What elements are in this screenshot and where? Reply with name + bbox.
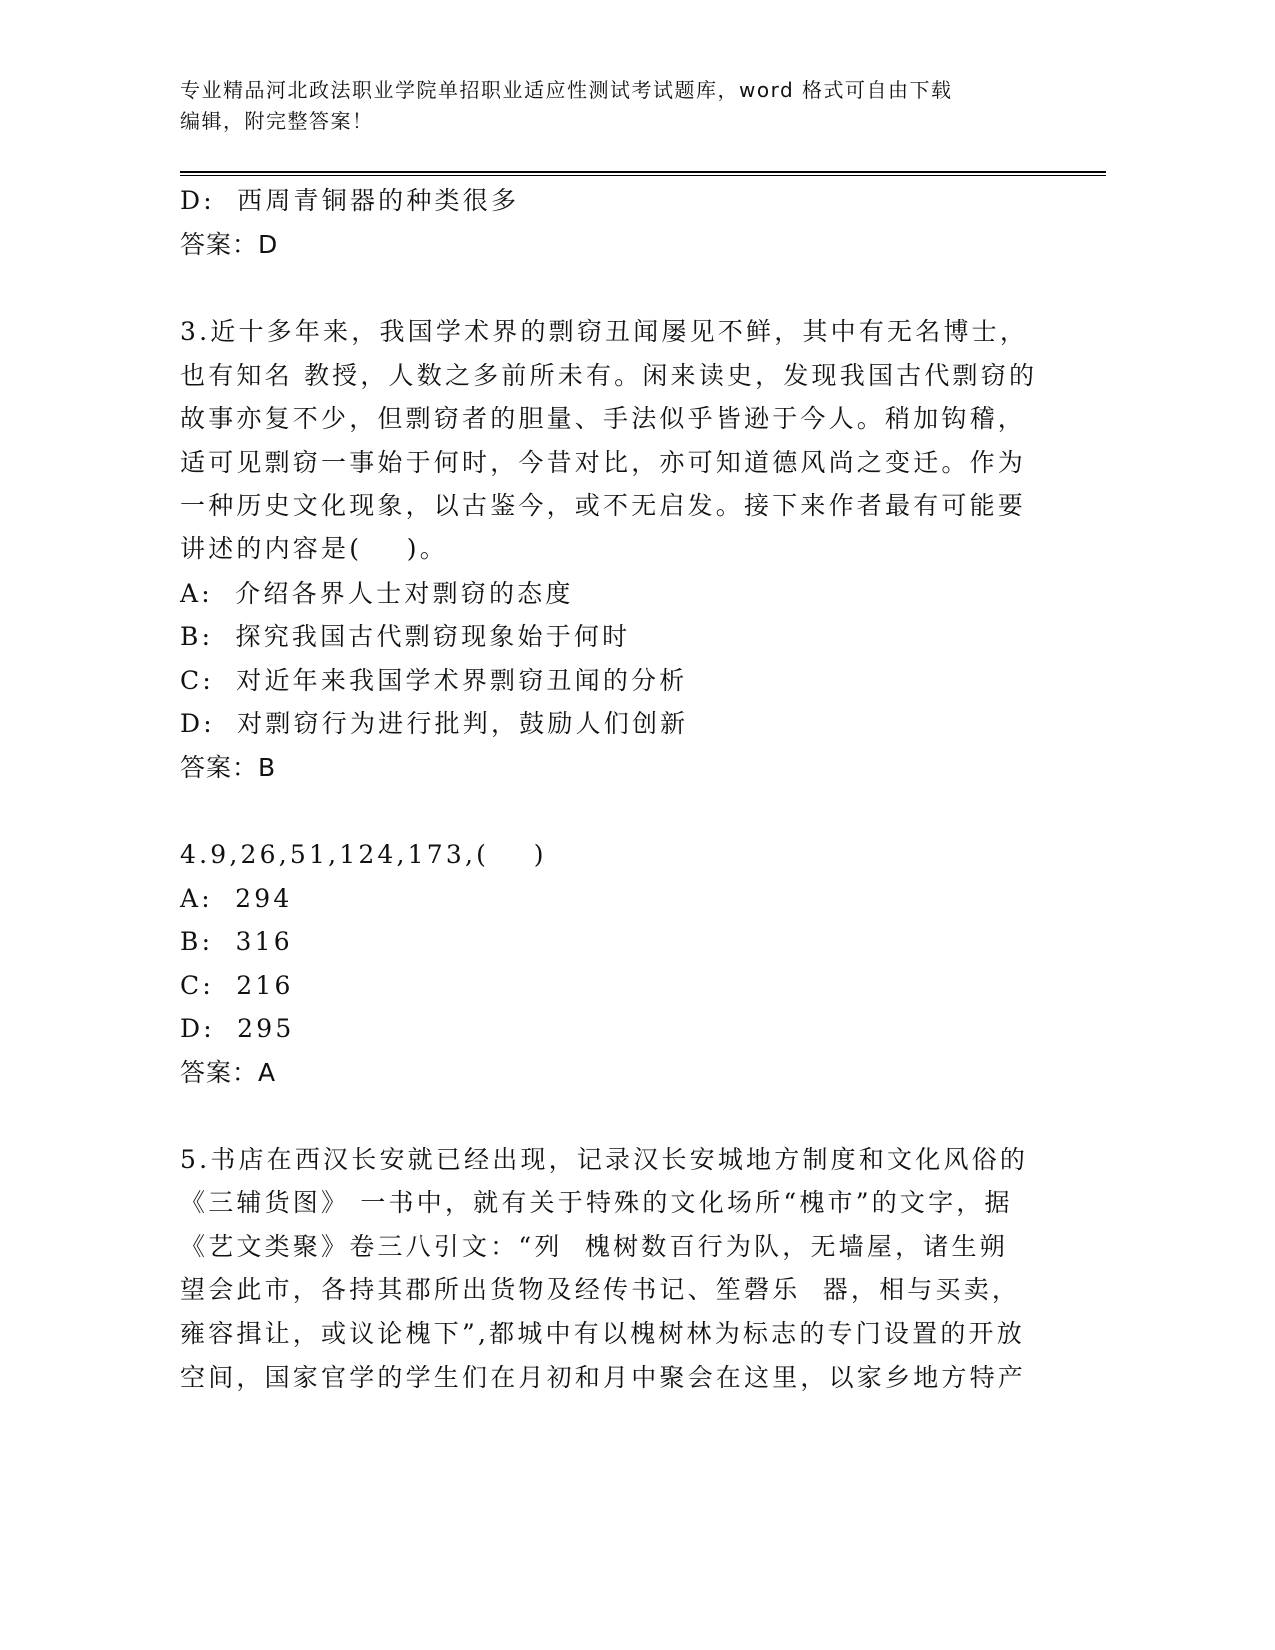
q4-option-d: D: 295 [180,1014,295,1043]
q3-stem-line: 故事亦复不少，但剽窃者的胆量、手法似乎皆逊于今人。稍加钩稽， [180,404,1027,433]
q5-stem-line: 《三辅货图》 一书中，就有关于特殊的文化场所“槐市”的文字，据 [180,1188,1013,1217]
q3-option-a: A: 介绍各界人士对剽窃的态度 [180,579,574,608]
q5-stem-line: 5.书店在西汉长安就已经出现，记录汉长安城地方制度和文化风俗的 [180,1145,1029,1174]
q4-answer: 答案：A [180,1058,277,1087]
q5-stem-line: 雍容揖让，或议论槐下”,都城中有以槐树林为标志的专门设置的开放 [180,1319,1025,1348]
q5-stem-line: 空间，国家官学的学生们在月初和月中聚会在这里，以家乡地方特产 [180,1363,1027,1392]
q5-stem-line: 望会此市，各持其郡所出货物及经传书记、笙磬乐 器，相与买卖， [180,1275,1021,1304]
q3-stem-line: 3.近十多年来，我国学术界的剽窃丑闻屡见不鲜，其中有无名博士， [180,317,1029,346]
header-divider-thin [180,175,1106,176]
q4-option-c: C: 216 [180,971,294,1000]
q4-stem: 4.9,26,51,124,173,( ) [180,840,547,869]
q4-option-a: A: 294 [180,884,293,913]
q5-stem-line: 《艺文类聚》卷三八引文：“列 槐树数百行为队，无墙屋，诸生朔 [180,1232,1008,1261]
q3-stem-line: 一种历史文化现象，以古鉴今，或不无启发。接下来作者最有可能要 [180,491,1027,520]
q4-option-b: B: 316 [180,927,293,956]
header-line-2: 编辑，附完整答案！ [180,109,374,133]
q2-option-d: D: 西周青铜器的种类很多 [180,186,520,215]
q3-stem-line: 讲述的内容是( )。 [180,534,448,563]
header-divider [180,171,1106,173]
header-line-1: 专业精品河北政法职业学院单招职业适应性测试考试题库，word 格式可自由下载 [180,78,953,102]
q3-stem-line: 适可见剽窃一事始于何时，今昔对比，亦可知道德风尚之变迁。作为 [180,448,1027,477]
q3-option-d: D: 对剽窃行为进行批判，鼓励人们创新 [180,709,689,738]
q3-answer: 答案：B [180,753,277,782]
q2-answer: 答案：D [180,230,279,259]
q3-option-c: C: 对近年来我国学术界剽窃丑闻的分析 [180,666,688,695]
q3-stem-line: 也有知名 教授，人数之多前所未有。闲来读史，发现我国古代剽窃的 [180,361,1038,390]
q3-option-b: B: 探究我国古代剽窃现象始于何时 [180,622,631,651]
